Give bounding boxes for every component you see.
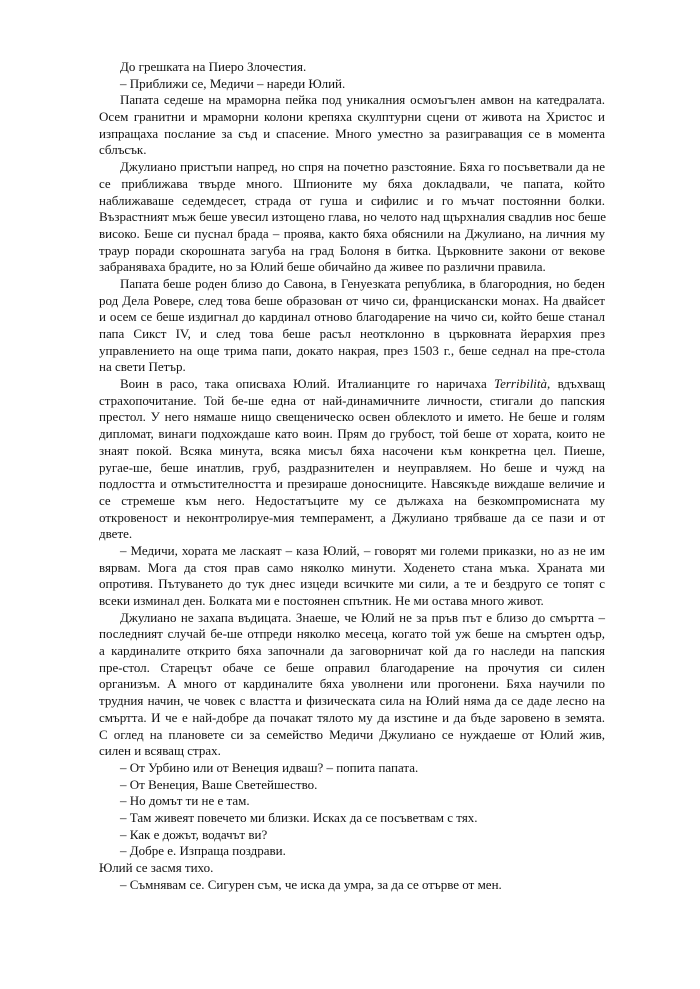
- text-line: силен и всяващ страх.: [99, 743, 221, 759]
- text-line: изпращаха послание за съд и спасение. Много уместно за разиграващия се в момента: [99, 125, 605, 141]
- text-line: Папата беше роден близо до Савона, в Генуезката република, в благородния, но беден: [120, 275, 605, 291]
- text-line: опротивя. Пътуването до тук днес изцеди всичките ми сили, а те и бездруго се топят с: [99, 576, 605, 592]
- text-line: – Медичи, хората ме ласкаят – каза Юлий, – говорят ми големи приказки, но аз не им: [120, 542, 605, 558]
- text-run: , вдъхващ: [547, 376, 606, 392]
- text-line: – От Венеция, Ваше Светейшество.: [120, 776, 318, 792]
- text-line: вярвам. Мога да стоя прав само няколко минути. Ходенето стана мъка. Храната ми: [99, 559, 605, 575]
- text-line: пре-стол. Старецът обаче се беше оправил благодарение на прочутия си силен: [99, 659, 605, 675]
- dialogue-paragraph: [99, 543, 605, 610]
- narrative-paragraph: [99, 159, 605, 276]
- italic-term: Terribilità: [494, 376, 548, 392]
- text-line: а кардиналите открито бяха започнали да заговорничат кой да го наследи на папския: [99, 643, 605, 659]
- text-line: всеки изминал ден. Болката ми е постоянен спътник. Не ми остава много живот.: [99, 593, 544, 608]
- text-line: се приближава твърде много. Шпионите му бяха докладвали, че папата, който: [99, 175, 605, 191]
- text-line: дипломат, винаги подхождаше като воин. Прям до грубост, той беше от хората, които не: [99, 426, 605, 442]
- text-line: смъртта. И че е най-добре да почакат тялото му да изстине и да бъде заровено в земята.: [99, 709, 605, 725]
- dialogue-paragraph: [99, 777, 605, 794]
- text-line: страхопочитание. Той бе-ше една от най-динамичните личности, стигали до папския: [99, 392, 605, 408]
- text-line: – Съмнявам се. Сигурен съм, че иска да умра, за да се отърве от мен.: [120, 876, 502, 892]
- narrative-paragraph: [99, 610, 605, 760]
- text-line: [99, 376, 605, 393]
- document-body: [99, 59, 605, 893]
- text-line: Джулиано не захапа въдицата. Знаеше, че Юлий не за пръв път е близо до смъртта –: [120, 609, 605, 625]
- text-line: Юлий се засмя тихо.: [99, 860, 214, 875]
- text-line: – Но домът ти не е там.: [120, 793, 250, 809]
- dialogue-paragraph: [99, 793, 605, 810]
- dialogue-paragraph: [99, 810, 605, 827]
- text-line: знаят покой. Всяка минута, всяка мисъл бяха насочени към конкретна цел. Пиеше,: [99, 442, 605, 458]
- narrative-paragraph: [99, 276, 605, 376]
- text-line: траур поради скорошната загуба на град Болоня в битка. Църковните закони от векове: [99, 242, 605, 258]
- text-line: престол. У него нямаше нищо свещеническо освен облеклото и името. Не беше и голям: [99, 409, 605, 425]
- text-line: наближаваше седемдесет, страда от гуша и сифилис и го мъчат постоянни болки.: [99, 192, 605, 208]
- text-line: последният случай бе-ше отпреди няколко месеца, когато той уж беше на смъртен одър,: [99, 626, 605, 642]
- dialogue-paragraph: [99, 827, 605, 844]
- text-line: – Приближи се, Медичи – нареди Юлий.: [120, 75, 346, 91]
- narrative-paragraph: [99, 92, 605, 159]
- text-line: сблъсък.: [99, 142, 147, 158]
- dialogue-paragraph: [99, 877, 605, 894]
- dialogue-paragraph: [99, 843, 605, 860]
- text-line: подлостта и отмъстителността и презираше доносниците. Навсякъде виждаше величие и: [99, 476, 605, 492]
- dialogue-paragraph: [99, 760, 605, 777]
- text-line: – От Урбино или от Венеция идваш? – попита папата.: [120, 759, 419, 775]
- text-line: папа Сикст IV, и след това беше расъл неотклонно в църковната йерархия през: [99, 326, 605, 341]
- text-line: и осем се беше издигнал до кардинал отново благодарение на чичо си, който беше станал: [99, 309, 605, 325]
- text-line: на свети Петър.: [99, 359, 186, 375]
- text-line: Джулиано пристъпи напред, но спря на почетно разстояние. Бяха го посъветвали да не: [120, 159, 605, 175]
- text-line: Папата седеше на мраморна пейка под уникалния осмоъгълен амвон на катедралата.: [120, 92, 605, 108]
- text-line: – Как е дожът, водачът ви?: [120, 826, 268, 842]
- text-line: – Там живеят повечето ми близки. Исках да се посъветвам с тях.: [120, 809, 478, 825]
- text-line: организъм. А много от кардиналите бяха уволнени или прогонени. Бяха научили по: [99, 676, 605, 692]
- text-line: управлението на още трима папи, докато накрая, през 1503 г., беше седнал на пре-стола: [99, 342, 605, 358]
- text-run: Воин в расо, така описваха Юлий. Италианците го наричаха: [120, 376, 495, 392]
- text-line: До грешката на Пиеро Злочестия.: [120, 59, 307, 74]
- text-line: трудния начин, че човек с властта и физическата сила на Юлий няма да се даде лесно на: [99, 693, 605, 709]
- text-line: двете.: [99, 526, 133, 542]
- text-line: Възрастният мъж беше увесил изтощено глава, но челото над щърхналия свадлив нос беше: [99, 209, 607, 225]
- text-line: – Добре е. Изпраща поздрави.: [120, 843, 286, 859]
- narrative-paragraph: [99, 376, 605, 543]
- text-line: високо. Беше си пуснал брада – проява, както бяха обяснили на Джулиано, на личния му: [99, 225, 605, 241]
- narrative-paragraph: [99, 59, 605, 76]
- text-line: забраняваха брадите, но за Юлий беше обичайно да живее по различни правила.: [99, 259, 546, 275]
- text-line: ругае-ше, беше инатлив, груб, раздразнителен и неуправляем. Но беше и чужд на: [99, 459, 605, 475]
- text-line: Осем гранитни и мраморни колони крепяха скулптурни сцени от живота на Христос и: [99, 109, 605, 125]
- text-line: се стремеше към него. Недостатъците му се дължаха на безкомпромисната му: [99, 492, 605, 508]
- text-line: род Дела Ровере, след това беше образован от чичо си, францискански монах. На двайсет: [99, 292, 605, 308]
- text-line: С оглед на плановете си за семейство Медичи Джулиано се нуждаеше от Юлий жив,: [99, 726, 605, 742]
- narrative-paragraph: [99, 860, 605, 877]
- dialogue-paragraph: [99, 76, 605, 93]
- text-line: откровеност и неконтролируе-мия темперамент, а Джулиано трябваше да се пази и от: [99, 509, 605, 525]
